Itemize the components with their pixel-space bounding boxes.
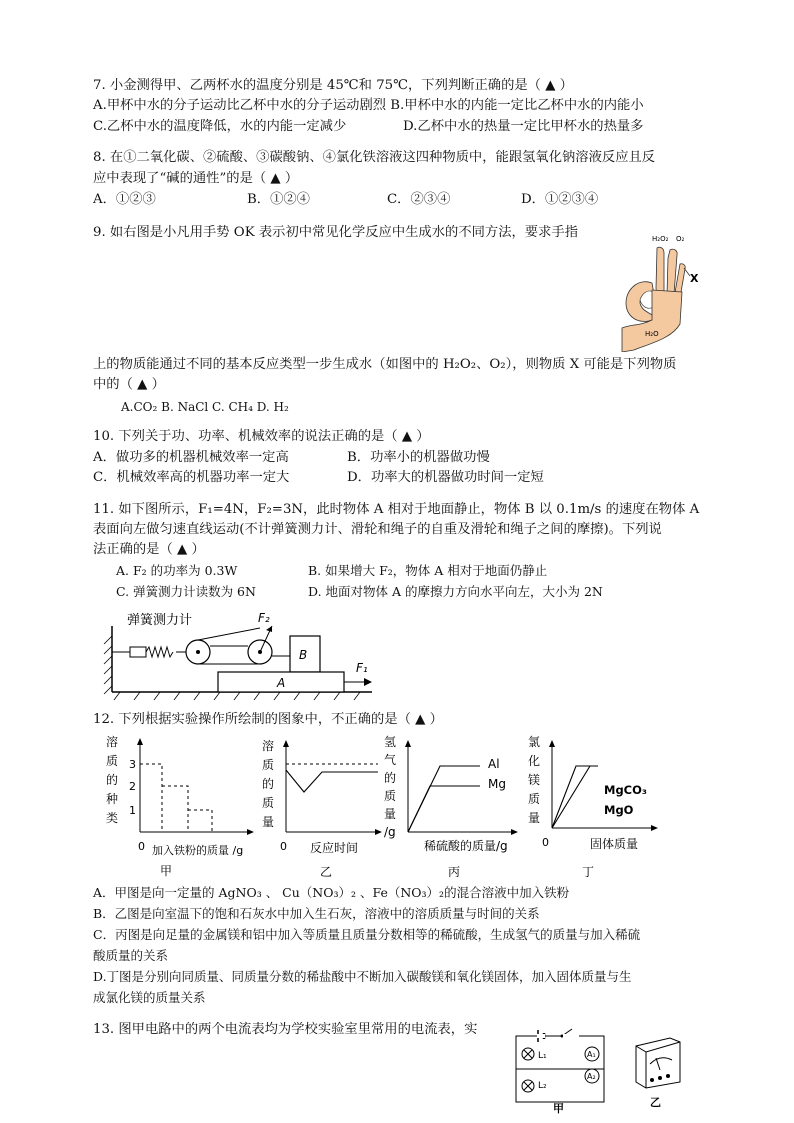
fig-b-label: B (299, 648, 308, 662)
circuit-figure (508, 1024, 688, 1116)
ding-xlabel: 固体质量 (590, 837, 639, 851)
q9-line1: 9. 如右图是小凡用手势 OK 表示初中常见化学反应中生成水的不同方法，要求手指 (93, 225, 578, 240)
circuit-caption-jia: 甲 (553, 1102, 564, 1115)
bing-ylabel-1: 氢 (384, 735, 397, 749)
bing-ylabel-4: 质 (384, 789, 397, 803)
ding-ylabel-3: 镁 (528, 773, 541, 787)
circuit-l1: L₁ (538, 1051, 547, 1061)
q8-option-b: B．①②④ (247, 192, 310, 207)
yi-ylabel-5: 量 (262, 815, 275, 829)
bing-ylabel-2: 气 (384, 753, 397, 767)
q8-option-d: D．①②③④ (521, 192, 599, 207)
ding-ylabel-5: 量 (528, 811, 541, 825)
q11-line2: 表面向左做匀速直线运动(不计弹簧测力计、滑轮和绳子的自重及滑轮和绳子之间的摩擦)。下列说 (93, 522, 662, 537)
q11-option-c: C. 弹簧测力计读数为 6N (116, 584, 256, 599)
q10-option-b: B．功率小的机器做功慢 (347, 450, 490, 465)
ding-ylabel-2: 化 (528, 754, 541, 768)
fig-x-label: X (690, 272, 699, 285)
jia-xlabel: 加入铁粉的质量 /g (152, 844, 244, 857)
fig-f1-label: F₁ (356, 661, 368, 675)
circuit-l2: L₂ (538, 1081, 547, 1091)
ding-caption: 丁 (582, 865, 595, 879)
pulley-figure (100, 606, 380, 702)
jia-ylabel-2: 质 (106, 754, 119, 768)
q7-options-ab: A.甲杯中水的分子运动比乙杯中水的分子运动剧烈 B.甲杯中水的内能一定比乙杯中水的内能小 (93, 98, 644, 113)
q11-line1: 11. 如下图所示，F₁=4N，F₂=3N，此时物体 A 相对于地面静止，物体 B 以 0.1m/s 的速度在物体 A (93, 502, 700, 517)
yi-caption: 乙 (320, 865, 333, 879)
jia-origin: 0 (138, 840, 145, 853)
q10-option-a: A．做功多的机器机械效率一定高 (93, 450, 289, 465)
q9-line3: 中的（ ▲ ） (93, 377, 165, 392)
fig-o2-label: O₂ (676, 235, 685, 243)
chart-ding (524, 730, 664, 880)
q10-option-c: C．机械效率高的机器功率一定大 (93, 470, 290, 485)
q8-option-c: C．②③④ (387, 192, 451, 207)
jia-tick-3: 3 (129, 758, 136, 771)
ding-series-mgo: MgO (604, 803, 634, 817)
chart-yi (258, 730, 388, 880)
q12-stem: 12. 下列根据实验操作所绘制的图象中，不正确的是（ ▲ ） (93, 712, 443, 727)
q7-option-d: D.乙杯中水的热量一定比甲杯水的热量多 (403, 119, 644, 134)
q12-option-c-line1: C．丙图是向足量的金属镁和铝中加入等质量且质量分数相等的稀硫酸，生成氢气的质量与加入稀硫 (93, 927, 641, 942)
yi-ylabel-3: 的 (262, 777, 275, 791)
q8-option-a: A．①②③ (93, 192, 156, 207)
q11-line3: 法正确的是（ ▲ ） (93, 542, 205, 557)
q12-option-a: A．甲图是向一定量的 AgNO₃ 、 Cu（NO₃）₂ 、Fe（NO₃）₂的混合溶液中加入铁粉 (93, 885, 570, 900)
fig-a-label: A (277, 676, 286, 690)
bing-ylabel-6: /g (384, 825, 396, 839)
q7-option-c: C.乙杯中水的温度降低，水的内能一定减少 (93, 119, 347, 134)
fig-spring-label: 弹簧测力计 (127, 613, 193, 628)
chart-bing (382, 730, 527, 880)
circuit-caption-yi: 乙 (650, 1096, 661, 1109)
q9-options: A.CO₂ B. NaCl C. CH₄ D. H₂ (121, 400, 289, 414)
q11-option-d: D. 地面对物体 A 的摩擦力方向水平向左，大小为 2N (308, 584, 603, 599)
q10-stem: 10. 下列关于功、功率、机械效率的说法正确的是（ ▲ ） (93, 429, 430, 444)
q12-option-d-line2: 成氯化镁的质量关系 (93, 990, 206, 1005)
yi-ylabel-1: 溶 (262, 739, 275, 753)
q11-option-b: B. 如果增大 F₂，物体 A 相对于地面仍静止 (308, 563, 548, 578)
circuit-a2: A₂ (587, 1072, 596, 1081)
bing-series-mg: Mg (488, 777, 506, 791)
q13-stem: 13. 图甲电路中的两个电流表均为学校实验室里常用的电流表，实 (93, 1022, 478, 1037)
bing-caption: 丙 (448, 865, 461, 879)
yi-origin: 0 (280, 840, 287, 853)
yi-ylabel-4: 质 (262, 796, 275, 810)
q12-option-d-line1: D.丁图是分别向同质量、同质量分数的稀盐酸中不断加入碳酸镁和氧化镁固体，加入固体质量与生 (93, 969, 632, 984)
fig-h2o-label: H₂O (645, 330, 659, 338)
fig-h2o2-label: H₂O₂ (652, 235, 669, 243)
ding-origin: 0 (542, 836, 549, 849)
jia-tick-2: 2 (129, 780, 136, 793)
jia-ylabel-1: 溶 (106, 735, 119, 749)
bing-ylabel-5: 量 (384, 807, 397, 821)
bing-ylabel-3: 的 (384, 771, 397, 785)
ding-ylabel-1: 氯 (528, 735, 541, 749)
q8-line1: 8. 在①二氧化碳、②硫酸、③碳酸钠、④氯化铁溶液这四种物质中，能跟氢氧化钠溶液反应且反 (93, 150, 656, 165)
q11-option-a: A. F₂ 的功率为 0.3W (116, 563, 238, 578)
q12-option-c-line2: 酸质量的关系 (93, 948, 169, 963)
q12-option-b: B．乙图是向室温下的饱和石灰水中加入生石灰，溶液中的溶质质量与时间的关系 (93, 906, 540, 921)
ding-series-mgco3: MgCO₃ (604, 783, 647, 797)
yi-xlabel: 反应时间 (310, 841, 359, 855)
jia-ylabel-5: 类 (106, 811, 119, 825)
ammeter-drawing (636, 1038, 680, 1088)
q10-option-d: D．功率大的机器做功时间一定短 (347, 470, 544, 485)
yi-ylabel-2: 质 (262, 758, 275, 772)
jia-tick-1: 1 (129, 804, 136, 817)
chart-jia (100, 730, 260, 880)
bing-series-al: Al (488, 757, 500, 771)
q8-line2: 应中表现了“碱的通性”的是（ ▲ ） (93, 171, 299, 186)
q9-line2: 上的物质能通过不同的基本反应类型一步生成水（如图中的 H₂O₂、O₂），则物质 X 可能是下列物质 (93, 357, 677, 372)
jia-caption: 甲 (160, 864, 173, 878)
jia-ylabel-4: 种 (106, 792, 119, 806)
jia-ylabel-3: 的 (106, 773, 119, 787)
bing-xlabel: 稀硫酸的质量/g (424, 839, 508, 853)
fig-f2-label: F₂ (258, 611, 270, 625)
circuit-a1: A₁ (587, 1050, 596, 1059)
ding-ylabel-4: 质 (528, 792, 541, 806)
ok-hand-figure (612, 228, 702, 352)
q7-stem: 7. 小金测得甲、乙两杯水的温度分别是 45℃和 75℃，下列判断正确的是（ ▲ ） (93, 78, 573, 93)
